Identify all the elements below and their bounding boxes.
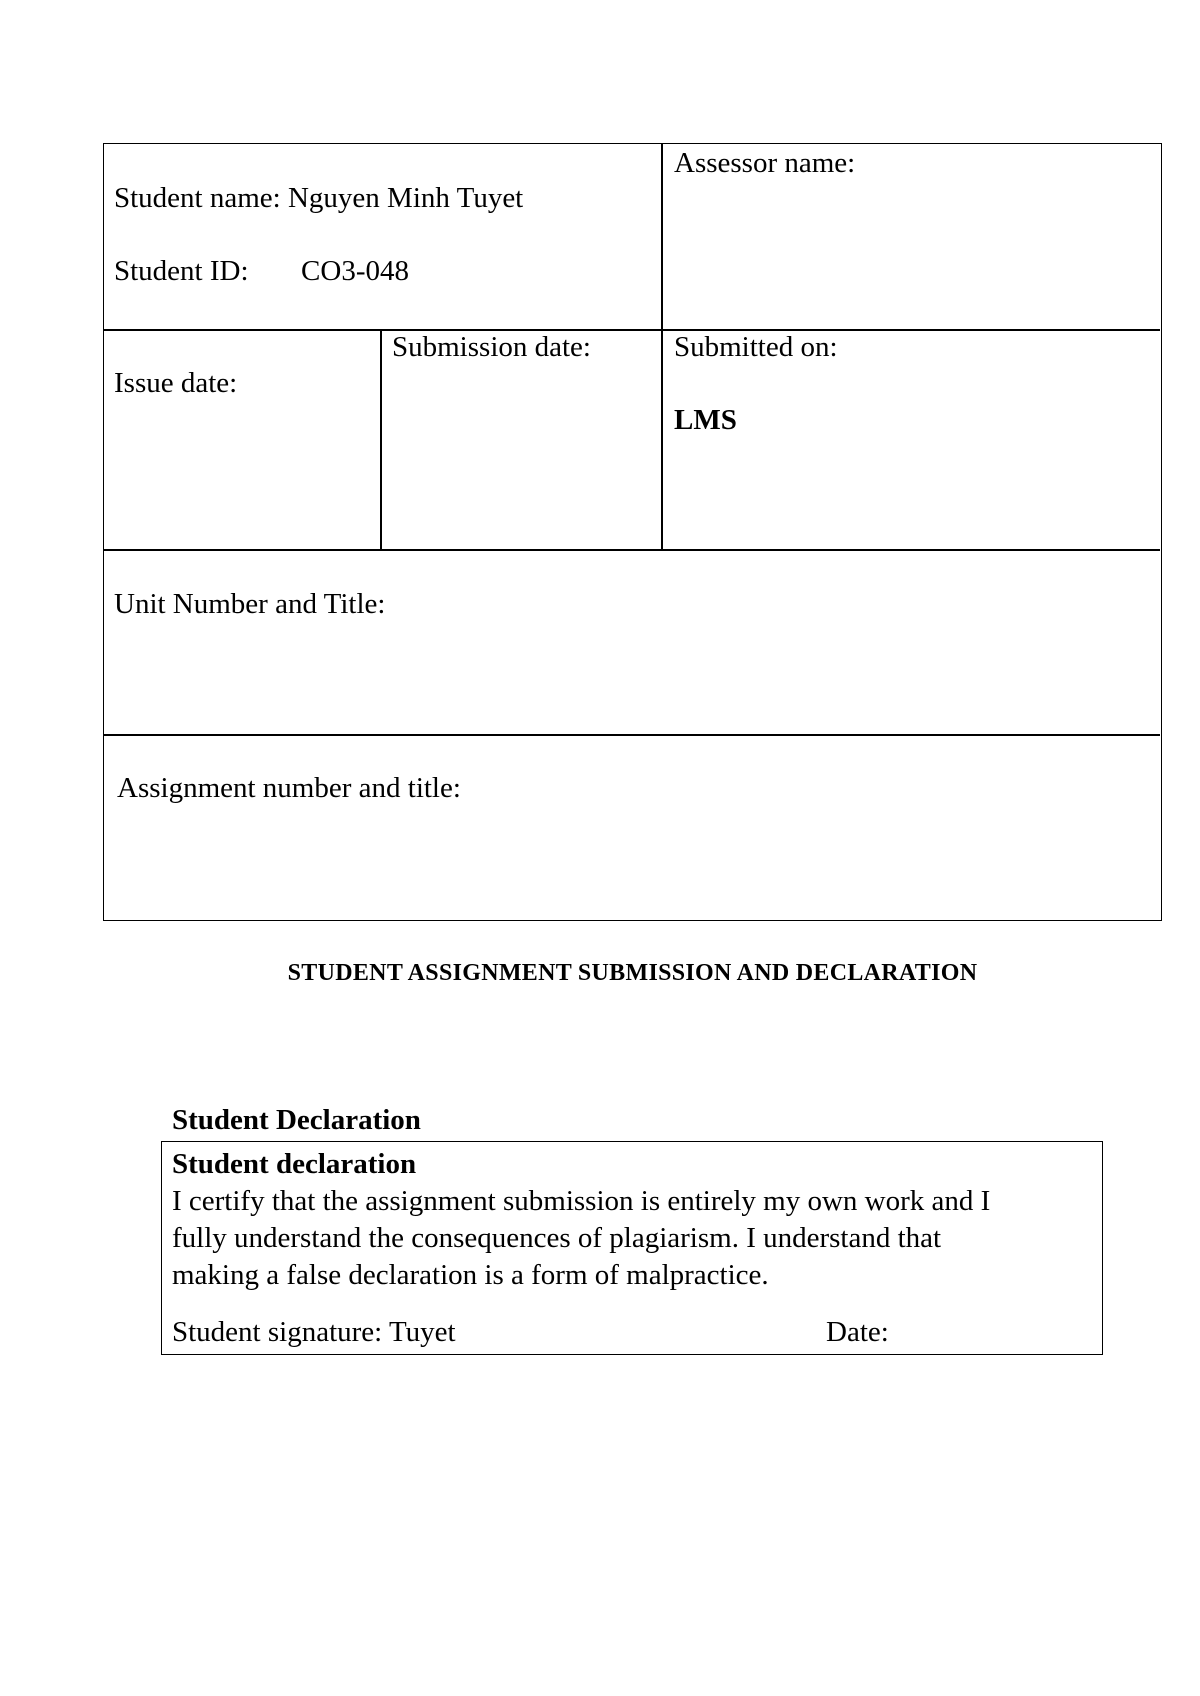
unit-number-title-label: Unit Number and Title: xyxy=(114,588,386,620)
table-divider xyxy=(104,549,1160,551)
table-divider xyxy=(104,734,1160,736)
date-label: Date: xyxy=(826,1316,889,1348)
student-name-row xyxy=(114,182,523,215)
signature-field xyxy=(172,1314,456,1351)
submission-date-label: Submission date: xyxy=(392,331,591,363)
declaration-line: fully understand the consequences of plagiarism. I understand that xyxy=(172,1222,942,1254)
student-name-value: Nguyen Minh Tuyet xyxy=(287,182,524,214)
signature-label: Student signature: xyxy=(172,1316,383,1348)
submitted-on-label: Submitted on: xyxy=(674,331,838,363)
declaration-line: I certify that the assignment submission is entirely my own work and I xyxy=(172,1185,991,1217)
declaration-box xyxy=(161,1141,1103,1355)
declaration-box-title: Student declaration xyxy=(172,1148,417,1180)
signature-value: Tuyet xyxy=(388,1316,456,1348)
assessor-name-label: Assessor name: xyxy=(674,147,856,179)
assignment-number-title-label: Assignment number and title: xyxy=(117,772,461,804)
issue-date-label: Issue date: xyxy=(114,367,238,399)
submitted-on-value: LMS xyxy=(674,404,737,436)
table-divider xyxy=(661,144,663,550)
student-id-label: Student ID: xyxy=(114,255,249,287)
student-info-table xyxy=(103,143,1162,921)
section-title: STUDENT ASSIGNMENT SUBMISSION AND DECLARATION xyxy=(287,960,978,986)
declaration-line: making a false declaration is a form of malpractice. xyxy=(172,1259,769,1291)
declaration-heading: Student Declaration xyxy=(172,1104,421,1136)
student-name-label: Student name: xyxy=(114,182,281,214)
signature-row xyxy=(172,1314,1092,1350)
declaration-text xyxy=(172,1183,1092,1294)
student-id-row xyxy=(114,255,409,288)
table-divider xyxy=(104,329,1160,331)
table-divider xyxy=(380,329,382,550)
student-id-value: CO3-048 xyxy=(301,255,409,287)
